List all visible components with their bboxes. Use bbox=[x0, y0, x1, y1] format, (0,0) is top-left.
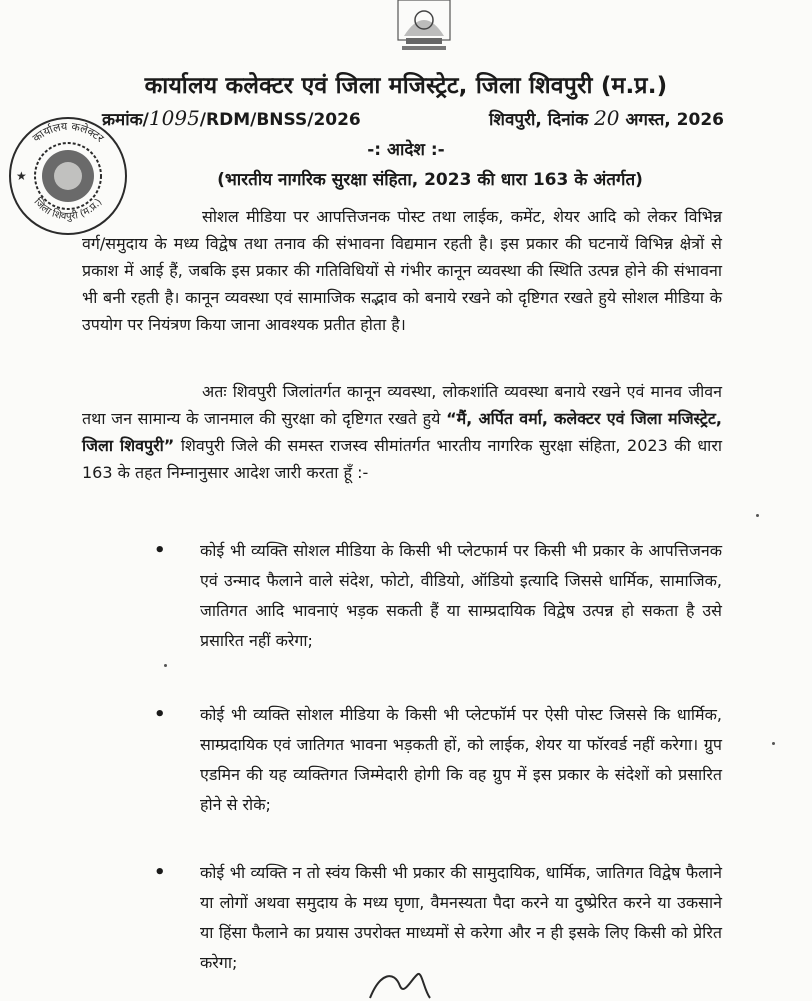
scan-speck bbox=[164, 664, 167, 667]
scan-speck bbox=[772, 742, 775, 745]
reference-suffix: /RDM/BNSS/2026 bbox=[199, 110, 361, 130]
emblem-icon bbox=[392, 0, 456, 58]
bullet-icon: • bbox=[154, 540, 166, 561]
signature-stroke bbox=[360, 968, 470, 1001]
directive-item bbox=[154, 858, 722, 978]
order-subheading: (भारतीय नागरिक सुरक्षा संहिता, 2023 की धारा 163 के अंतर्गत) bbox=[217, 170, 643, 190]
bullet-icon: • bbox=[154, 704, 166, 725]
svg-text:जिला शिवपुरी (म.प्र.): जिला शिवपुरी (म.प्र.) bbox=[31, 196, 105, 223]
svg-text:कार्यालय कलेक्टर: कार्यालय कलेक्टर bbox=[30, 119, 107, 145]
directive-text: कोई भी व्यक्ति सोशल मीडिया के किसी भी प्लेटफार्म पर किसी भी प्रकार के आपत्तिजनक एवं उन्माद फैलाने वाले संदेश, फोटो, वीडियो, ऑडियो इत्यादि जिससे धार्मिक, सामाजिक, जातिगत आदि भावनाएं भड़क सकती हैं या साम्प्रदायिक विद्वेष उत्पन्न हो सकता है उसे प्रसारित नहीं करेगा; bbox=[200, 541, 722, 650]
directive-text: कोई भी व्यक्ति सोशल मीडिया के किसी भी प्लेटफॉर्म पर ऐसी पोस्ट जिससे कि धार्मिक, साम्प्रदायिक एवं जातिगत भावना भड़कती हों, को लाईक, शेयर या फॉरवर्ड नहीं करेगा। ग्रुप एडमिन की यह व्यक्तिगत जिम्मेदारी होगी कि वह ग्रुप में इस प्रकार के संदेशों को प्रसारित होने से रोके; bbox=[200, 705, 722, 814]
reference-prefix: क्रमांक/ bbox=[102, 110, 149, 130]
paragraph-background: सोशल मीडिया पर आपत्तिजनक पोस्ट तथा लाईक, कमेंट, शेयर आदि को लेकर विभिन्न वर्ग/समुदाय के मध्य विद्वेष तथा तनाव की संभावना विद्यमान रहती है। इस प्रकार की घटनायें विभिन्न क्षेत्रों से प्रकाश में आई हैं, जबकि इस प्रकार की गतिविधियों से गंभीर कानून व्यवस्था की स्थिति उत्पन्न होने की संभावना भी बनी रहती है। कानून व्यवस्था एवं सामाजिक सद्भाव को बनाये रखने को दृष्टिगत रखते हुये सोशल मीडिया के उपयोग पर नियंत्रण किया जाना आवश्यक प्रतीत होता है। bbox=[82, 207, 722, 334]
order-heading: -: आदेश :- bbox=[367, 140, 445, 160]
date-prefix: शिवपुरी, दिनांक bbox=[489, 110, 589, 130]
issue-date bbox=[489, 106, 724, 130]
issuing-authority: “मैं, अर्पित वर्मा, कलेक्टर एवं जिला मजिस्ट्रेट, जिला शिवपुरी” bbox=[82, 409, 722, 455]
directive-item bbox=[154, 536, 722, 656]
directive-text: कोई भी व्यक्ति न तो स्वंय किसी भी प्रकार की सामुदायिक, धार्मिक, जातिगत विद्वेष फैलाने या लोगों अथवा समुदाय के मध्य घृणा, वैमनस्यता पैदा करने या दुष्प्रेरित करने या उकसाने या हिंसा फैलाने का प्रयास उपरोक्त माध्यमों से करेगा और न ही इसके लिए किसी को प्रेरित करेगा; bbox=[200, 863, 722, 972]
office-title: कार्यालय कलेक्टर एवं जिला मजिस्ट्रेट, जिला शिवपुरी (म.प्र.) bbox=[144, 73, 668, 99]
reference-number bbox=[102, 106, 361, 130]
paragraph-order-authority bbox=[82, 378, 722, 486]
date-suffix: अगस्त, 2026 bbox=[625, 110, 724, 130]
scan-speck bbox=[756, 514, 759, 517]
reference-handwritten-number: 1095 bbox=[148, 106, 200, 130]
para-2-start: अतः शिवपुरी जिलांतर्गत कानून व्यवस्था, लोकशांति व्यवस्था बनाये रखने एवं मानव जीवन तथा जन सामान्य के जानमाल की सुरक्षा को दृष्टिगत रखते हुये bbox=[82, 382, 722, 428]
directive-item bbox=[154, 700, 722, 820]
para-2-end: शिवपुरी जिले की समस्त राजस्व सीमांतर्गत भारतीय नागरिक सुरक्षा संहिता, 2023 की धारा 163 के तहत निम्नानुसार आदेश जारी करता हूँ :- bbox=[82, 436, 723, 482]
svg-text:★: ★ bbox=[16, 169, 27, 183]
bullet-icon: • bbox=[154, 862, 166, 883]
date-handwritten-day: 20 bbox=[594, 106, 620, 130]
